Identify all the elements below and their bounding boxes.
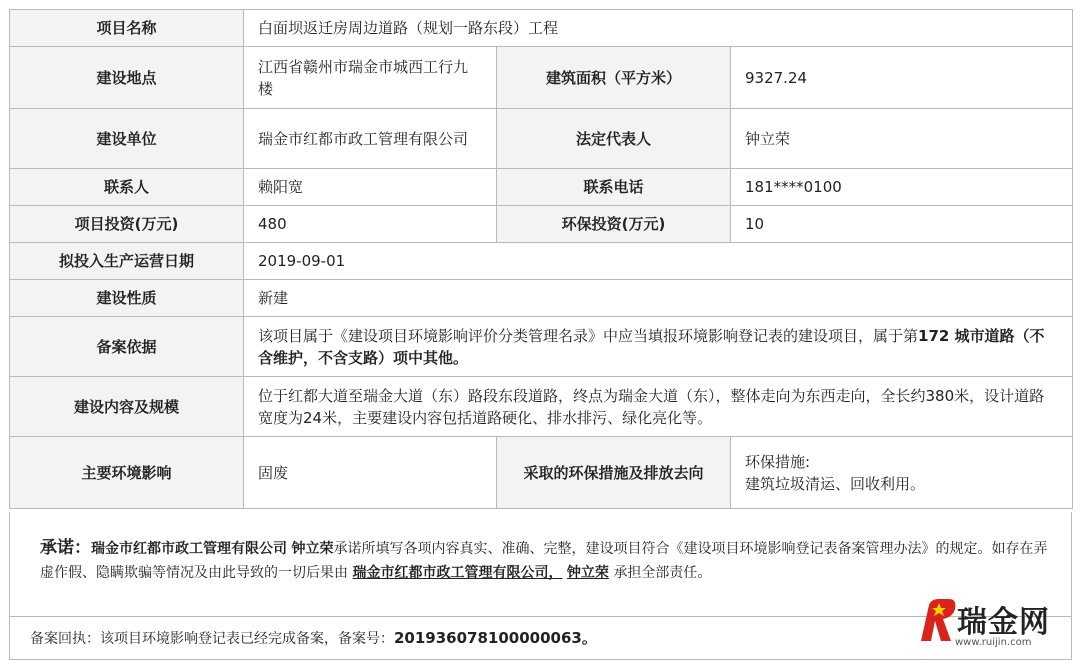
row-nature [10,280,1073,317]
pledge-person-underlined: 钟立荣 [566,565,609,581]
row-location [10,47,1073,109]
row-investment [10,206,1073,243]
row-operation-date [10,243,1073,280]
basis-text: 该项目属于《建设项目环境影响评价分类管理名录》中应当填报环境影响登记表的建设项目，属于第 [258,326,919,345]
measures-value [731,437,1073,509]
measures-label: 采取的环保措施及排放去向 [497,437,731,509]
project-name-value: 白面坝返迁房周边道路（规划一路东段）工程 [244,10,1073,47]
row-project-name [10,10,1073,47]
receipt-number: 201936078100000063。 [394,629,597,647]
pledge-ending: 承担全部责任。 [613,565,712,581]
contact-value: 赖阳宽 [244,169,497,206]
receipt-text [30,627,597,648]
measures-line1: 环保措施: [745,452,811,471]
pledge-section [9,512,1072,617]
content-label: 建设内容及规模 [10,377,244,437]
measures-line2: 建筑垃圾清运、回收利用。 [745,474,926,493]
content-value: 位于红都大道至瑞金大道（东）路段东段道路，终点为瑞金大道（东），整体走向为东西走向，全长约380米，设计道路宽度为24米，主要建设内容包括道路硬化、排水排污、绿化亮化等。 [244,377,1073,437]
site-logo [915,595,1065,655]
pledge-body: 承诺所填写各项内容真实、准确、完整，建设项目符合《建设项目环境影响登记表备案管理办法》的规定。如存在弄虚作假、隐瞒欺骗等情况及由此导致的一切后果由 [40,541,1048,581]
receipt-section [9,617,1072,660]
investment-label: 项目投资(万元) [10,206,244,243]
unit-label: 建设单位 [10,109,244,169]
env-investment-label: 环保投资(万元) [497,206,731,243]
row-unit [10,109,1073,169]
basis-value [244,317,1073,377]
pledge-heading: 承诺： [40,538,91,558]
logo-url: www.ruijin.com [955,637,1032,648]
investment-value: 480 [244,206,497,243]
logo-emblem-icon [915,595,959,645]
contact-label: 联系人 [10,169,244,206]
basis-text-bold: 172 城市道路（不含维护，不含支路）项中其他。 [258,326,1045,367]
project-name-label: 项目名称 [10,10,244,47]
env-investment-value: 10 [731,206,1073,243]
pledge-company: 瑞金市红都市政工管理有限公司 [91,541,287,557]
impact-label: 主要环境影响 [10,437,244,509]
registration-table [9,9,1073,509]
pledge-person: 钟立荣 [291,541,334,557]
row-impact [10,437,1073,509]
pledge-company-underlined: 瑞金市红都市政工管理有限公司， [352,565,563,581]
unit-value: 瑞金市红都市政工管理有限公司 [244,109,497,169]
pledge-text [40,536,1050,585]
logo-name: 瑞金网 [957,605,1050,640]
phone-label: 联系电话 [497,169,731,206]
nature-label: 建设性质 [10,280,244,317]
location-label: 建设地点 [10,47,244,109]
phone-value: 181****0100 [731,169,1073,206]
row-content [10,377,1073,437]
operation-date-value: 2019-09-01 [244,243,1073,280]
legal-rep-value: 钟立荣 [731,109,1073,169]
legal-rep-label: 法定代表人 [497,109,731,169]
area-label: 建筑面积（平方米） [497,47,731,109]
operation-date-label: 拟投入生产运营日期 [10,243,244,280]
impact-value: 固废 [244,437,497,509]
row-basis [10,317,1073,377]
nature-value: 新建 [244,280,1073,317]
area-value: 9327.24 [731,47,1073,109]
row-contact [10,169,1073,206]
receipt-label: 备案回执：该项目环境影响登记表已经完成备案，备案号： [30,631,394,647]
location-value: 江西省赣州市瑞金市城西工行九楼 [244,47,497,109]
basis-label: 备案依据 [10,317,244,377]
